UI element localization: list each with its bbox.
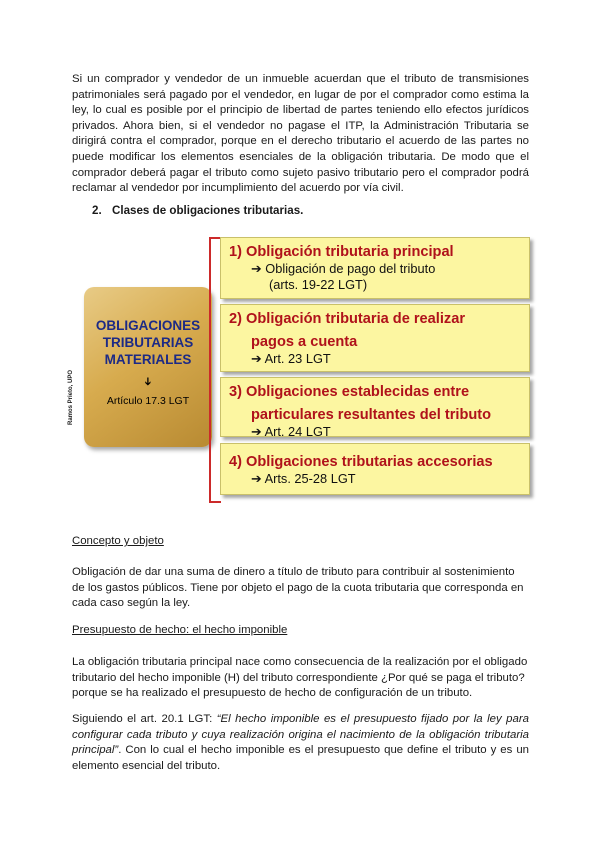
obligation-detail: ➔ Arts. 25-28 LGT xyxy=(251,471,356,486)
box-line-1: OBLIGACIONES xyxy=(95,318,201,333)
obligation-detail: ➔ Art. 24 LGT xyxy=(251,424,331,439)
diagram-credit: Ramos Prieto, UPO xyxy=(68,369,74,425)
obligation-title-cont: pagos a cuenta xyxy=(251,334,358,350)
obligation-detail: ➔ Art. 23 LGT xyxy=(251,351,331,366)
obligations-diagram xyxy=(68,232,533,507)
subsection-title: Concepto y objeto xyxy=(72,535,164,547)
quote-lead: Siguiendo el art. 20.1 LGT: xyxy=(72,713,217,725)
obligation-item-4 xyxy=(220,443,530,495)
quote-tail: . Con lo cual el hecho imponible es el presupuesto que define el tributo y es un elemento esencial del tributo. xyxy=(72,744,529,772)
body-paragraph: La obligación tributaria principal nace como consecuencia de la realización por el obligado tributario del hecho imponible (H) del tributo correspondiente ¿Por qué se paga el tributo? porque se ha realizado el presupuesto de hecho de configuración de un tributo. xyxy=(72,656,528,700)
obligation-item-3 xyxy=(220,377,530,437)
material-obligations-box xyxy=(84,287,212,447)
body-paragraph xyxy=(72,712,529,774)
obligation-detail: (arts. 19-22 LGT) xyxy=(269,277,368,292)
obligation-title: 2) Obligación tributaria de realizar xyxy=(229,311,465,327)
subsection-title: Presupuesto de hecho: el hecho imponible xyxy=(72,624,288,636)
obligation-item-2 xyxy=(220,304,530,372)
heading-text: Clases de obligaciones tributarias. xyxy=(112,204,304,217)
heading-number: 2. xyxy=(92,204,102,217)
obligation-title: 1) Obligación tributaria principal xyxy=(229,244,454,260)
obligation-detail: ➔ Obligación de pago del tributo xyxy=(251,261,436,276)
section-heading xyxy=(92,204,303,217)
obligation-title-cont: particulares resultantes del tributo xyxy=(251,407,492,423)
box-article: Artículo 17.3 LGT xyxy=(106,395,190,407)
box-line-2: TRIBUTARIAS xyxy=(102,335,194,350)
box-line-3: MATERIALES xyxy=(104,352,192,367)
obligation-title: 3) Obligaciones establecidas entre xyxy=(229,384,470,400)
body-paragraph: Obligación de dar una suma de dinero a título de tributo para contribuir al sostenimiento de los gastos públicos. Tiene por objeto el pago de la cuota tributaria que corresponda en cada caso según la ley. xyxy=(72,566,524,610)
obligation-item-1 xyxy=(220,237,530,299)
body-paragraph: Si un comprador y vendedor de un inmueble acuerdan que el tributo de transmisiones patrimoniales será pagado por el vendedor, en lugar de por el comprador como estima la ley, lo cual es posible por el principio de libertad de partes teniendo ello efectos jurídicos privados. Ahora bien, si el vendedor no pagase el ITP, la Administración Tributaria se dirigirá contra el comprador, porque en el derecho tributario el acuerdo de las partes no puede modificar los elementos esenciales de la obligación tributaria. De modo que el comprador deberá pagar el tributo como sujeto pasivo tributario pero el comprador podrá reclamar al vendedor por incumplimiento del acuerdo por vía civil. xyxy=(72,73,529,195)
down-arrow-icon: ➔ xyxy=(141,376,154,387)
obligation-title: 4) Obligaciones tributarias accesorias xyxy=(229,454,493,470)
legal-quote: “El hecho imponible es el presupuesto fijado por la ley para configurar cada tributo y cuya realización origina el nacimiento de la obligación tributaria principal” xyxy=(72,713,529,757)
